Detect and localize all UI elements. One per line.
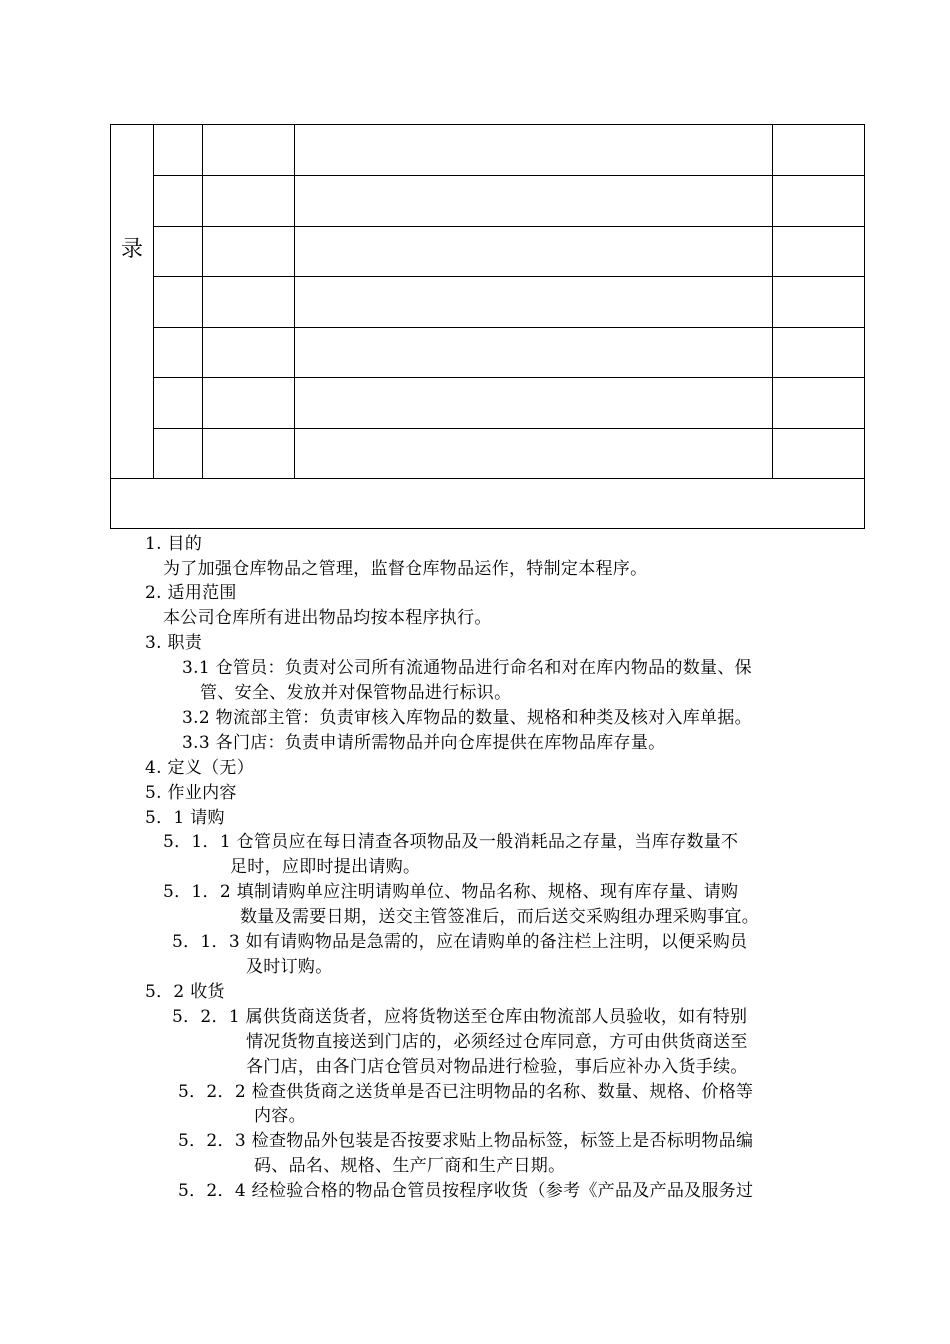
table-col-divider bbox=[153, 125, 154, 479]
paragraph: 本公司仓库所有进出物品均按本程序执行。 bbox=[163, 608, 492, 628]
section-heading-duties: 3. 职责 bbox=[145, 633, 203, 653]
subsection-heading: 5．1 请购 bbox=[145, 808, 225, 828]
paragraph: 5．2．4 经检验合格的物品仓管员按程序收货（参考《产品及产品及服务过 bbox=[178, 1181, 754, 1201]
paragraph: 为了加强仓库物品之管理，监督仓库物品运作，特制定本程序。 bbox=[163, 559, 648, 579]
section-heading-scope: 2. 适用范围 bbox=[145, 583, 237, 603]
paragraph: 3.1 仓管员：负责对公司所有流通物品进行命名和对在库内物品的数量、保 bbox=[182, 658, 752, 678]
paragraph: 管、安全、发放并对保管物品进行标识。 bbox=[200, 683, 512, 703]
table-row-divider bbox=[153, 226, 864, 227]
table-row-divider bbox=[153, 327, 864, 328]
paragraph: 3.3 各门店：负责申请所需物品并向仓库提供在库物品库存量。 bbox=[182, 733, 666, 753]
table-row-divider bbox=[153, 175, 864, 176]
section-heading-operations: 5. 作业内容 bbox=[145, 783, 237, 803]
paragraph: 数量及需要日期，送交主管签准后，而后送交采购组办理采购事宜。 bbox=[240, 907, 759, 927]
paragraph: 内容。 bbox=[254, 1106, 306, 1126]
paragraph: 码、品名、规格、生产厂商和生产日期。 bbox=[254, 1156, 566, 1176]
paragraph: 及时订购。 bbox=[246, 957, 333, 977]
table-col-divider bbox=[294, 125, 295, 479]
table-col-divider bbox=[772, 125, 773, 479]
paragraph: 3.2 物流部主管：负责审核入库物品的数量、规格和种类及核对入库单据。 bbox=[182, 708, 752, 728]
paragraph: 5．1．2 填制请购单应注明请购单位、物品名称、规格、现有库存量、请购 bbox=[163, 882, 739, 902]
table-col-divider bbox=[202, 125, 203, 479]
table-footer-divider bbox=[111, 478, 864, 479]
table-row-divider bbox=[153, 428, 864, 429]
section-heading-purpose: 1. 目的 bbox=[145, 534, 203, 554]
paragraph: 5．2．3 检查物品外包装是否按要求贴上物品标签，标签上是否标明物品编 bbox=[178, 1131, 754, 1151]
paragraph: 5．1．3 如有请购物品是急需的，应在请购单的备注栏上注明，以便采购员 bbox=[172, 932, 748, 952]
paragraph: 各门店，由各门店仓管员对物品进行检验，事后应补办入货手续。 bbox=[246, 1057, 748, 1077]
table-row-divider bbox=[153, 377, 864, 378]
record-side-label: 录 bbox=[120, 237, 143, 262]
paragraph: 情况货物直接送到门店的，必须经过仓库同意，方可由供货商送至 bbox=[246, 1032, 748, 1052]
section-heading-definition: 4. 定义（无） bbox=[145, 758, 255, 778]
paragraph: 5．1．1 仓管员应在每日清查各项物品及一般消耗品之存量，当库存数量不 bbox=[163, 832, 739, 852]
subsection-heading: 5．2 收货 bbox=[145, 982, 225, 1002]
paragraph: 5．2．1 属供货商送货者，应将货物送至仓库由物流部人员验收，如有特别 bbox=[172, 1007, 748, 1027]
record-table bbox=[110, 124, 865, 529]
paragraph: 足时，应即时提出请购。 bbox=[230, 857, 421, 877]
table-row-divider bbox=[153, 276, 864, 277]
paragraph: 5．2．2 检查供货商之送货单是否已注明物品的名称、数量、规格、价格等 bbox=[178, 1082, 754, 1102]
